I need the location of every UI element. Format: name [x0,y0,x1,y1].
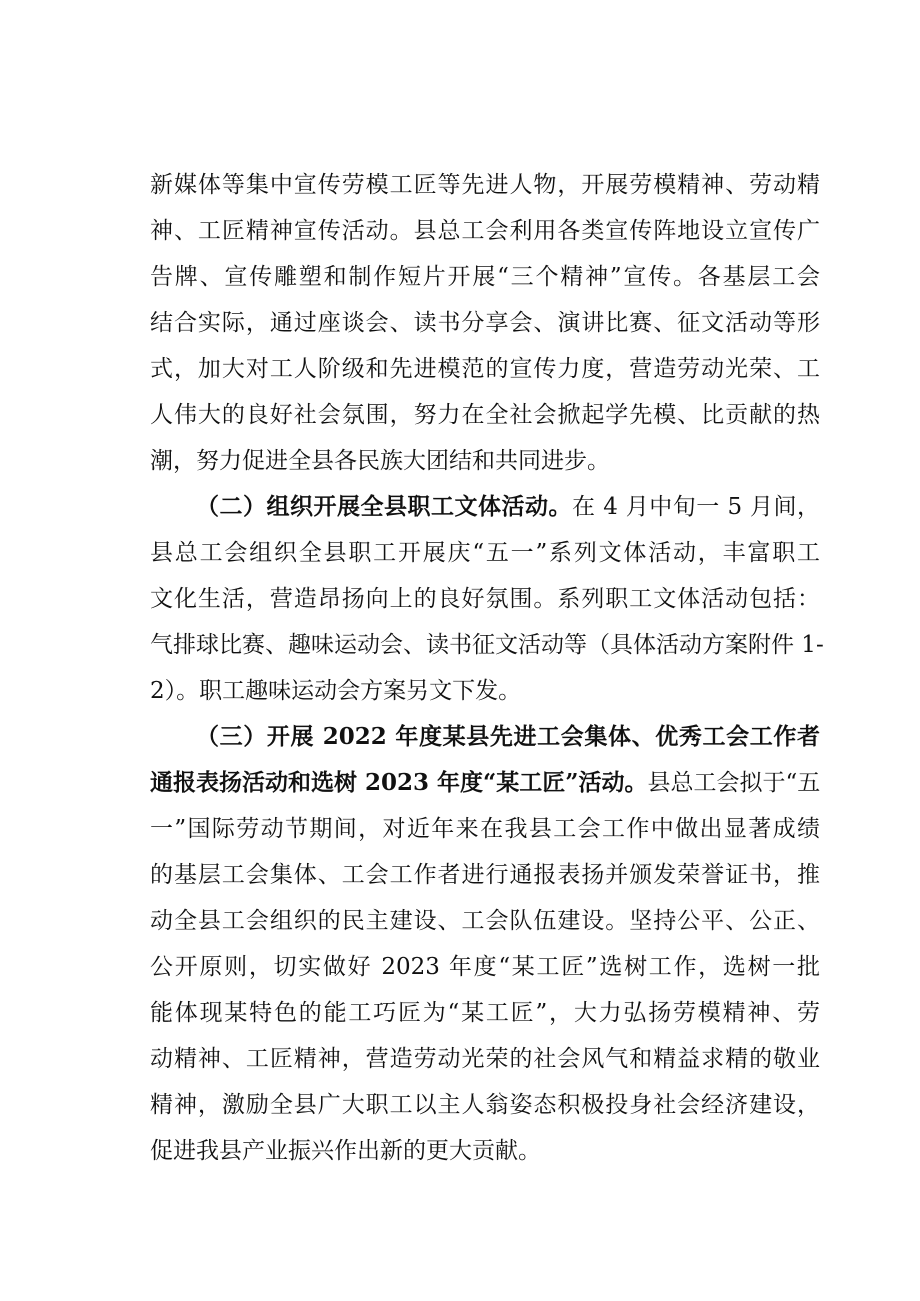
paragraph-2-line-4: 气排球比赛、趣味运动会、读书征文活动等（具体活动方案附件 1- [150,632,824,658]
paragraph-1-line-2: 神、工匠精神宣传活动。县总工会利用各类宣传阵地设立宣传广 [150,218,820,244]
paragraph-3-line-9: 精神，激励全县广大职工以主人翁姿态积极投身社会经济建设， [150,1092,820,1118]
paragraph-1-line-4: 结合实际，通过座谈会、读书分享会、演讲比赛、征文活动等形 [150,310,820,336]
paragraph-1-line-7: 潮，努力促进全县各民族大团结和共同进步。 [150,448,610,474]
paragraph-3-heading-line-1: （三）开展 2022 年度某县先进工会集体、优秀工会工作者 [196,723,820,750]
paragraph-1-line-5: 式，加大对工人阶级和先进模范的宣传力度，营造劳动光荣、工 [150,356,820,382]
paragraph-3-line-2-text: 县总工会拟于“五 [647,770,821,796]
paragraph-2-line-1-text: 在 4 月中旬一 5 月间， [572,494,821,520]
paragraph-3-line-10: 促进我县产业振兴作出新的更大贡献。 [150,1138,541,1164]
paragraph-3-heading-line-2: 通报表扬活动和选树 2023 年度“某工匠”活动。 [150,769,648,796]
paragraph-1-line-6: 人伟大的良好社会氛围，努力在全社会掀起学先模、比贡献的热 [150,402,820,428]
paragraph-3-line-6: 公开原则，切实做好 2023 年度“某工匠”选树工作，选树一批 [150,954,820,980]
paragraph-3-line-8: 动精神、工匠精神，营造劳动光荣的社会风气和精益求精的敬业 [150,1046,820,1072]
paragraph-2-line-2: 县总工会组织全县职工开展庆“五一”系列文体活动，丰富职工 [150,540,820,566]
paragraph-3-line-7: 能体现某特色的能工巧匠为“某工匠”，大力弘扬劳模精神、劳 [150,1000,820,1026]
paragraph-3-line-2 [150,763,820,803]
paragraph-2-line-1 [196,487,820,527]
paragraph-1-line-1: 新媒体等集中宣传劳模工匠等先进人物，开展劳模精神、劳动精 [150,172,820,198]
paragraph-3-line-3: 一”国际劳动节期间，对近年来在我县工会工作中做出显著成绩 [150,816,820,842]
paragraph-3-line-5: 动全县工会组织的民主建设、工会队伍建设。坚持公平、公正、 [150,908,820,934]
paragraph-2-line-5: 2）。职工趣味运动会方案另文下发。 [150,678,522,704]
paragraph-2-heading: （二）组织开展全县职工文体活动。 [196,493,572,520]
paragraph-3-line-4: 的基层工会集体、工会工作者进行通报表扬并颁发荣誉证书，推 [150,862,820,888]
paragraph-2-line-3: 文化生活，营造昂扬向上的良好氛围。系列职工文体活动包括： [150,586,820,612]
paragraph-1-line-3: 告牌、宣传雕塑和制作短片开展“三个精神”宣传。各基层工会 [150,264,820,290]
